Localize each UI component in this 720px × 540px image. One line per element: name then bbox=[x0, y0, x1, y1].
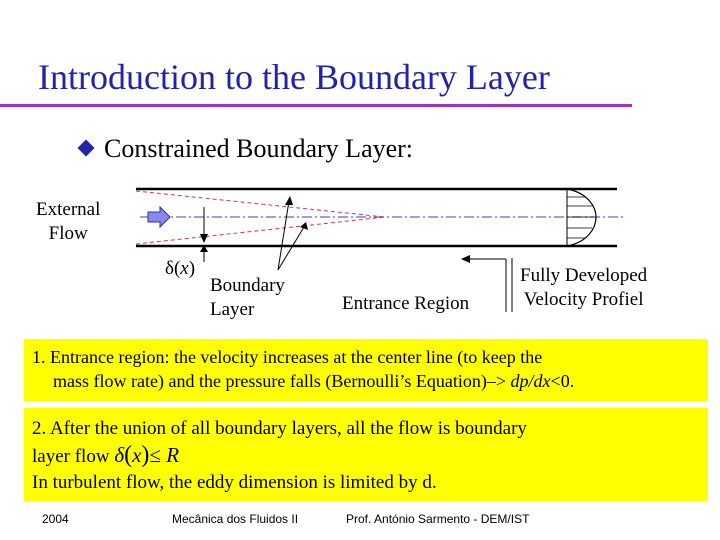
boundary-layer-label: Boundary Layer bbox=[210, 275, 285, 320]
thickness-arrowhead-down bbox=[200, 234, 208, 243]
footer-year: 2004 bbox=[42, 512, 69, 526]
external-flow-label: External Flow bbox=[36, 199, 101, 244]
bullet-text: Constrained Boundary Layer: bbox=[104, 134, 414, 163]
boundary-layer-top bbox=[136, 191, 385, 217]
delta-x-label: δ(x) bbox=[165, 258, 196, 279]
boundary-layer-bottom bbox=[136, 217, 385, 244]
footer-course: Mecânica dos Fluidos II bbox=[172, 512, 299, 526]
bl-pointer-1 bbox=[278, 201, 289, 270]
note-union-boundary-layers: 2. After the union of all boundary layers, all the flow is boundary layer flow δ(x)≤ R In turbulent flow, the eddy dimension is limited by d. bbox=[24, 408, 708, 501]
footer-author: Prof. António Sarmento - DEM/IST bbox=[346, 512, 530, 526]
flow-arrow-icon bbox=[148, 207, 170, 227]
fully-developed-label: Fully Developed Velocity Profiel bbox=[520, 265, 648, 310]
slide-title: Introduction to the Boundary Layer bbox=[38, 57, 550, 97]
entrance-region-label: Entrance Region bbox=[342, 293, 470, 314]
formula-delta-le-R: δ(x)≤ R bbox=[114, 442, 180, 468]
note-entrance-region: 1. Entrance region: the velocity increases at the center line (to keep the mass flow rate) and the pressure falls (Bernoulli’s Equation)–> dp/dx<0. bbox=[24, 339, 708, 401]
